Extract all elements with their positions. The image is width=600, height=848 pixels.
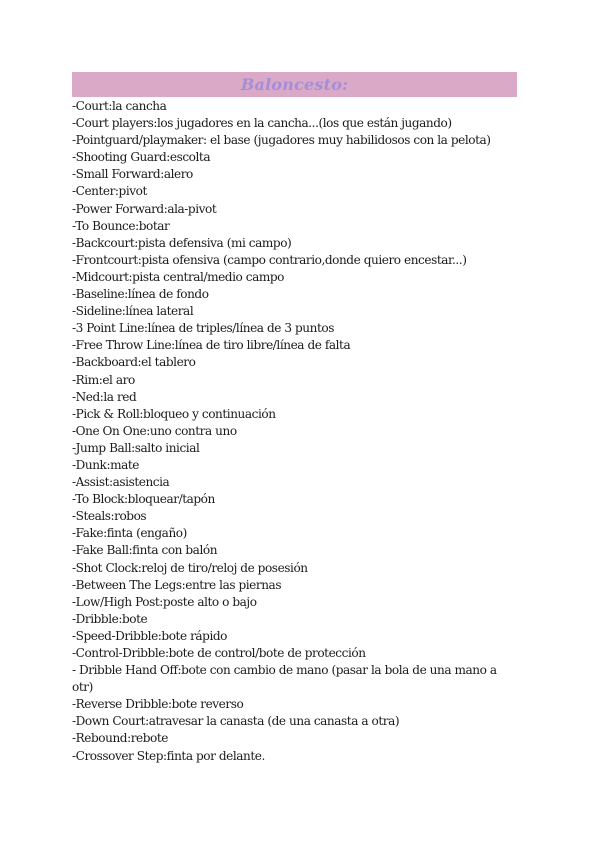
vocabulary-item: -Pick & Roll:bloqueo y continuación <box>72 406 276 421</box>
vocabulary-item: -Assist:asistencia <box>72 475 170 490</box>
vocabulary-item: -Backboard:el tablero <box>72 355 196 370</box>
vocabulary-item: -To Block:bloquear/tapón <box>72 492 215 507</box>
vocabulary-item: -Fake Ball:finta con balón <box>72 543 218 558</box>
vocabulary-item: -Rim:el aro <box>72 372 135 387</box>
vocabulary-list <box>72 98 520 765</box>
vocabulary-item: -Control-Dribble:bote de control/bote de protección <box>72 646 366 660</box>
vocabulary-item: -Center:pivot <box>72 184 147 199</box>
vocabulary-item: -Dunk:mate <box>72 457 139 472</box>
vocabulary-item: -Down Court:atravesar la canasta (de una canasta a otra) <box>72 714 400 729</box>
vocabulary-item: -Reverse Dribble:bote reverso <box>72 697 244 712</box>
vocabulary-item: -Court players:los jugadores en la cancha...(los que están jugando) <box>72 116 452 131</box>
page-title: Baloncesto: <box>240 75 349 94</box>
vocabulary-item: -Backcourt:pista defensiva (mi campo) <box>72 235 292 250</box>
vocabulary-item: -Ned:la red <box>72 389 137 404</box>
vocabulary-item: -Pointguard/playmaker: el base (jugadores muy habilidosos con la pelota) <box>72 133 491 148</box>
title-banner <box>72 72 517 97</box>
vocabulary-item: -Shot Clock:reloj de tiro/reloj de posesión <box>72 560 308 575</box>
vocabulary-item: -Dribble:bote <box>72 611 148 626</box>
vocabulary-item: -Free Throw Line:línea de tiro libre/línea de falta <box>72 338 351 353</box>
vocabulary-item: -To Bounce:botar <box>72 218 170 233</box>
vocabulary-item: -Baseline:línea de fondo <box>72 287 209 302</box>
vocabulary-item: -Low/High Post:poste alto o bajo <box>72 594 257 609</box>
vocabulary-item: -One On One:uno contra uno <box>72 423 237 438</box>
vocabulary-item: -Steals:robos <box>72 509 147 524</box>
vocabulary-item: -Between The Legs:entre las piernas <box>72 577 282 592</box>
vocabulary-item: -Rebound:rebote <box>72 731 168 746</box>
vocabulary-item: -3 Point Line:línea de triples/línea de 3 puntos <box>72 321 334 336</box>
vocabulary-item: -Frontcourt:pista ofensiva (campo contrario,donde quiero encestar...) <box>72 252 467 267</box>
vocabulary-item: -Crossover Step:finta por delante. <box>72 748 265 763</box>
vocabulary-item: -Power Forward:ala-pivot <box>72 201 217 216</box>
vocabulary-item: -Midcourt:pista central/medio campo <box>72 269 284 284</box>
vocabulary-item: -Court:la cancha <box>72 99 167 113</box>
vocabulary-item: -Shooting Guard:escolta <box>72 150 211 165</box>
vocabulary-item: -Small Forward:alero <box>72 167 193 182</box>
vocabulary-item: -Jump Ball:salto inicial <box>72 440 200 455</box>
vocabulary-item: - Dribble Hand Off:bote con cambio de mano (pasar la bola de una mano a otr) <box>72 663 497 695</box>
vocabulary-item: -Sideline:línea lateral <box>72 304 194 319</box>
vocabulary-item: -Fake:finta (engaño) <box>72 526 187 541</box>
vocabulary-item: -Speed-Dribble:bote rápido <box>72 628 227 643</box>
